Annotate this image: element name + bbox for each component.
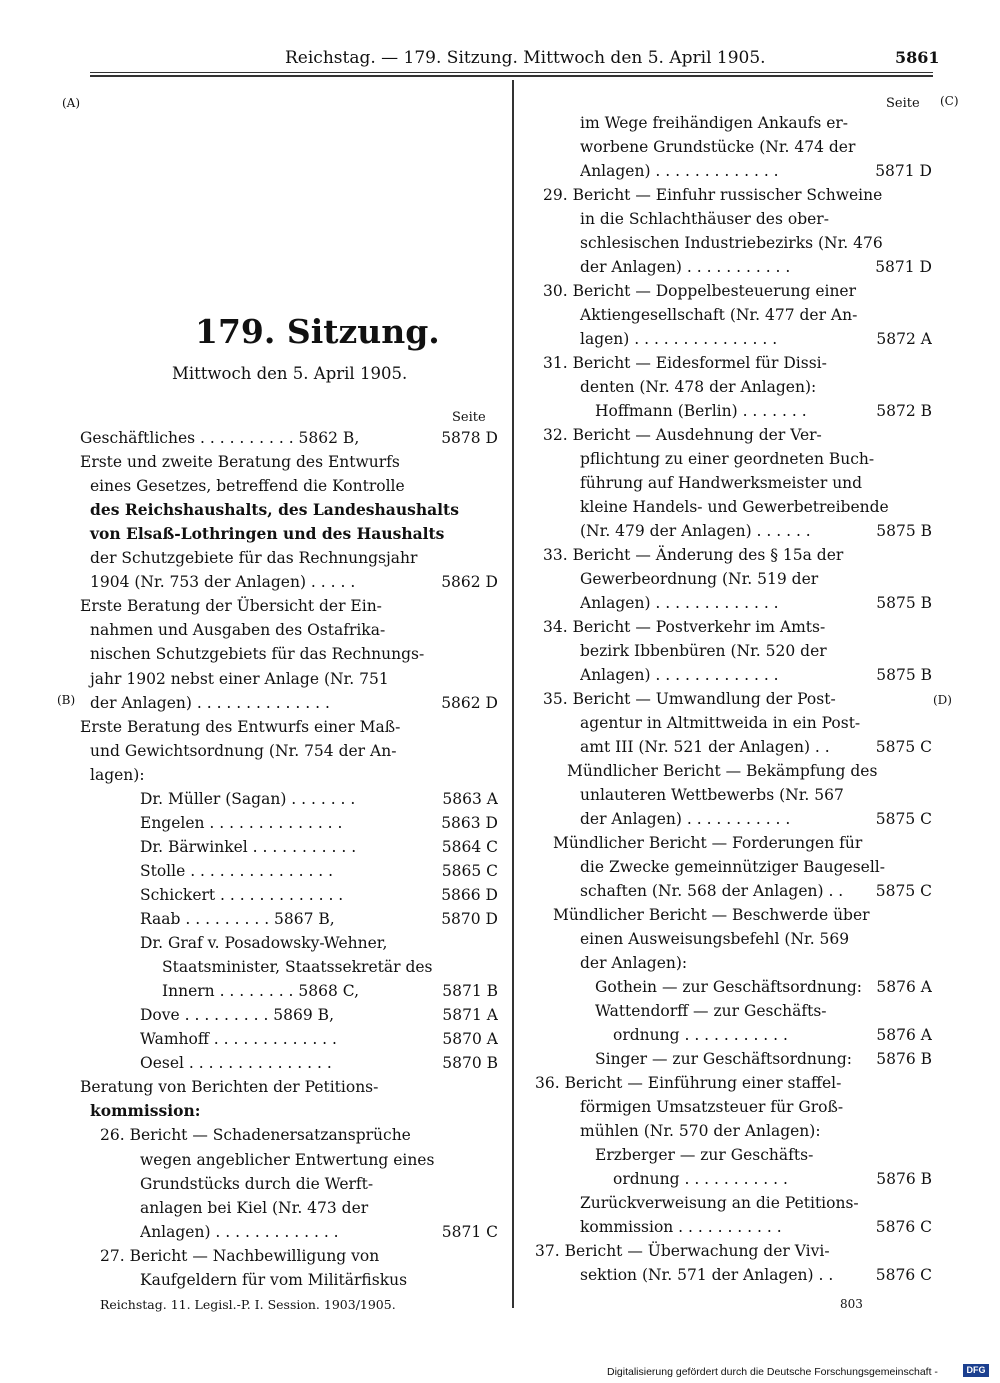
index-line-text: Grundstücks durch die Werft- xyxy=(140,1174,374,1193)
index-line-text: der Anlagen) . . . . . . . . . . . xyxy=(580,810,791,828)
index-line-text: des Reichshaushalts, des Landeshaushalts xyxy=(90,500,459,520)
index-line xyxy=(535,855,932,879)
index-line-text: Zurückverweisung an die Petitions- xyxy=(580,1194,859,1212)
page-reference: 5871 B xyxy=(442,982,498,1001)
index-line xyxy=(535,879,932,903)
index-line-text: Gewerbeordnung (Nr. 519 der xyxy=(580,570,819,588)
index-line-text: worbene Grundstücke (Nr. 474 der xyxy=(580,138,856,156)
index-line-text: ordnung . . . . . . . . . . . xyxy=(613,1170,788,1188)
index-line-text: Singer — zur Geschäftsordnung: xyxy=(595,1050,852,1068)
page-reference: 5864 C xyxy=(441,837,498,856)
index-line-text: 1904 (Nr. 753 der Anlagen) . . . . . xyxy=(90,573,356,592)
index-line-text: kommission . . . . . . . . . . . xyxy=(580,1218,782,1236)
index-line xyxy=(535,783,932,807)
session-title: 179. Sitzung. xyxy=(195,312,440,351)
index-line xyxy=(535,351,932,375)
index-line xyxy=(80,1148,498,1172)
index-line-text: Erste Beratung der Übersicht der Ein- xyxy=(80,597,382,616)
index-line xyxy=(535,1239,932,1263)
session-date: Mittwoch den 5. April 1905. xyxy=(172,364,408,383)
index-line xyxy=(80,979,498,1003)
margin-mark-b: (B) xyxy=(57,693,76,707)
index-line xyxy=(535,207,932,231)
index-line-text: Mündlicher Bericht — Forderungen für xyxy=(553,834,863,852)
index-line xyxy=(80,1196,498,1220)
index-line xyxy=(535,543,932,567)
page-reference: 5876 C xyxy=(875,1218,932,1236)
page-reference: 5876 C xyxy=(875,1266,932,1284)
index-line xyxy=(80,667,498,691)
index-line-text: lagen): xyxy=(90,765,145,784)
running-header xyxy=(0,48,1000,70)
margin-mark-a: (A) xyxy=(62,96,81,110)
page-reference: 5876 A xyxy=(876,978,932,996)
index-line-text: Beratung von Berichten der Petitions- xyxy=(80,1078,379,1097)
index-line-text: 35. Bericht — Umwandlung der Post- xyxy=(543,690,836,708)
index-line-text: Dr. Müller (Sagan) . . . . . . . xyxy=(140,789,356,808)
index-line xyxy=(535,567,932,591)
index-line-text: lagen) . . . . . . . . . . . . . . . xyxy=(580,330,778,348)
page-reference: 5866 D xyxy=(441,885,498,904)
index-line-text: Gothein — zur Geschäftsordnung: xyxy=(595,978,862,996)
index-line xyxy=(535,1047,932,1071)
index-line xyxy=(535,183,932,207)
index-line xyxy=(80,907,498,931)
index-line xyxy=(535,711,932,735)
index-line-text: anlagen bei Kiel (Nr. 473 der xyxy=(140,1198,369,1217)
page-reference: 5871 A xyxy=(442,1006,498,1025)
page-reference: 5862 D xyxy=(441,693,498,712)
index-line-text: (Nr. 479 der Anlagen) . . . . . . xyxy=(580,522,811,540)
index-line xyxy=(535,447,932,471)
index-line-text: bezirk Ibbenbüren (Nr. 520 der xyxy=(580,642,827,660)
index-line-text: im Wege freihändigen Ankaufs er- xyxy=(580,114,849,132)
column-divider xyxy=(512,80,514,1308)
index-line-text: schlesischen Industriebezirks (Nr. 476 xyxy=(580,234,883,252)
index-line xyxy=(535,159,932,183)
page-reference: 5876 B xyxy=(876,1170,932,1188)
index-line xyxy=(535,975,932,999)
page-reference: 5878 D xyxy=(441,429,498,447)
index-line xyxy=(80,739,498,763)
index-line xyxy=(535,807,932,831)
index-line xyxy=(535,663,932,687)
index-line-text: von Elsaß-Lothringen und des Haushalts xyxy=(90,524,445,544)
index-line xyxy=(535,1143,932,1167)
index-line-text: 29. Bericht — Einfuhr russischer Schweine xyxy=(543,186,883,204)
index-line xyxy=(80,594,498,618)
index-line xyxy=(80,811,498,835)
index-line-text: 33. Bericht — Änderung des § 15a der xyxy=(543,546,844,564)
index-line xyxy=(535,255,932,279)
index-line-text: 34. Bericht — Postverkehr im Amts- xyxy=(543,618,826,636)
index-line xyxy=(535,591,932,615)
index-line xyxy=(80,835,498,859)
index-line xyxy=(80,931,498,955)
index-line-text: der Anlagen) . . . . . . . . . . . xyxy=(580,258,791,276)
index-line xyxy=(80,1099,498,1123)
index-line-text: Erzberger — zur Geschäfts- xyxy=(595,1146,814,1164)
index-line-text: Anlagen) . . . . . . . . . . . . . xyxy=(580,666,779,684)
page-reference: 5872 A xyxy=(876,330,932,348)
index-line-text: der Anlagen) . . . . . . . . . . . . . . xyxy=(90,693,330,712)
page-reference: 5871 D xyxy=(875,162,932,180)
index-line-text: sektion (Nr. 571 der Anlagen) . . xyxy=(580,1266,834,1284)
index-line-text: 27. Bericht — Nachbewilligung von xyxy=(100,1246,380,1265)
index-line xyxy=(80,618,498,642)
index-line-text: Mündlicher Bericht — Bekämpfung des xyxy=(567,762,878,780)
index-line xyxy=(535,399,932,423)
page-number: 5861 xyxy=(895,48,940,67)
seite-label-left: Seite xyxy=(452,410,486,425)
index-line xyxy=(80,642,498,666)
page-reference: 5876 A xyxy=(876,1026,932,1044)
index-line xyxy=(80,883,498,907)
index-line-text: Dr. Bärwinkel . . . . . . . . . . . xyxy=(140,837,357,856)
page-reference: 5863 A xyxy=(442,789,498,808)
index-line-text: 36. Bericht — Einführung einer staffel- xyxy=(535,1074,842,1092)
page-reference: 5871 C xyxy=(441,1222,498,1241)
index-line xyxy=(80,1268,498,1292)
margin-mark-c: (C) xyxy=(940,94,959,108)
index-line-text: Aktiengesellschaft (Nr. 477 der An- xyxy=(580,306,858,324)
index-line-text: agentur in Altmittweida in ein Post- xyxy=(580,714,861,732)
index-line xyxy=(80,1027,498,1051)
index-line-text: Stolle . . . . . . . . . . . . . . . xyxy=(140,861,334,880)
index-line xyxy=(535,279,932,303)
index-line xyxy=(80,1172,498,1196)
index-line xyxy=(80,1220,498,1244)
index-line xyxy=(535,639,932,663)
index-line-text: Geschäftliches . . . . . . . . . . 5862 B, xyxy=(80,429,360,447)
index-line xyxy=(80,498,498,522)
index-line xyxy=(535,495,932,519)
header-rule-thick xyxy=(90,75,933,77)
index-line xyxy=(80,474,498,498)
footer-imprint: Reichstag. 11. Legisl.-P. I. Session. 1903/1905. xyxy=(100,1297,396,1312)
index-line xyxy=(535,303,932,327)
index-line xyxy=(80,859,498,883)
index-line-text: 31. Bericht — Eidesformel für Dissi- xyxy=(543,354,827,372)
index-line xyxy=(80,1244,498,1268)
index-line xyxy=(535,687,932,711)
index-line-text: 37. Bericht — Überwachung der Vivi- xyxy=(535,1242,830,1260)
index-line-text: Anlagen) . . . . . . . . . . . . . xyxy=(140,1222,339,1241)
index-line-text: Anlagen) . . . . . . . . . . . . . xyxy=(580,594,779,612)
index-line-text: amt III (Nr. 521 der Anlagen) . . xyxy=(580,738,830,756)
index-line xyxy=(535,999,932,1023)
index-line xyxy=(80,787,498,811)
index-line-text: pflichtung zu einer geordneten Buch- xyxy=(580,450,875,468)
page-reference: 5870 D xyxy=(441,910,498,928)
index-line-text: schaften (Nr. 568 der Anlagen) . . xyxy=(580,882,844,900)
seite-label-right: Seite xyxy=(886,96,920,111)
index-line xyxy=(535,1095,932,1119)
index-line xyxy=(80,522,498,546)
index-line xyxy=(535,327,932,351)
index-line-text: 32. Bericht — Ausdehnung der Ver- xyxy=(543,426,822,444)
index-line-text: wegen angeblicher Entwertung eines xyxy=(140,1150,435,1169)
index-line-text: kleine Handels- und Gewerbetreibende xyxy=(580,498,889,516)
index-line-text: der Anlagen): xyxy=(580,954,688,972)
index-line xyxy=(535,1263,932,1287)
header-title: Reichstag. — 179. Sitzung. Mittwoch den 5. April 1905. xyxy=(285,48,766,68)
index-line xyxy=(535,135,932,159)
index-line xyxy=(80,450,498,474)
index-line xyxy=(535,1167,932,1191)
header-rule xyxy=(90,72,933,73)
page-reference: 5862 D xyxy=(441,573,498,592)
index-line-text: mühlen (Nr. 570 der Anlagen): xyxy=(580,1122,821,1140)
index-line-text: und Gewichtsordnung (Nr. 754 der An- xyxy=(90,741,397,760)
page-reference: 5872 B xyxy=(876,402,932,420)
index-line-text: Erste und zweite Beratung des Entwurfs xyxy=(80,453,400,472)
index-line xyxy=(535,423,932,447)
index-line-text: jahr 1902 nebst einer Anlage (Nr. 751 xyxy=(90,669,389,688)
index-line-text: nahmen und Ausgaben des Ostafrika- xyxy=(90,621,386,640)
index-line-text: Wamhoff . . . . . . . . . . . . . xyxy=(140,1030,337,1049)
index-line xyxy=(535,375,932,399)
index-line-text: Mündlicher Bericht — Beschwerde über xyxy=(553,906,870,924)
page-reference: 5875 C xyxy=(875,738,932,756)
index-line-text: Anlagen) . . . . . . . . . . . . . xyxy=(580,162,779,180)
page-reference: 5875 B xyxy=(876,594,932,612)
page-reference: 5863 D xyxy=(441,813,498,832)
page-reference: 5876 B xyxy=(876,1050,932,1068)
index-line-text: Schickert . . . . . . . . . . . . . xyxy=(140,885,344,904)
index-line-text: Dove . . . . . . . . . 5869 B, xyxy=(140,1006,334,1025)
dfg-logo: DFG xyxy=(963,1364,989,1377)
index-line xyxy=(535,1191,932,1215)
index-line xyxy=(535,1071,932,1095)
index-line-text: Dr. Graf v. Posadowsky-Wehner, xyxy=(140,934,388,953)
index-line-text: unlauteren Wettbewerbs (Nr. 567 xyxy=(580,786,844,804)
index-line xyxy=(80,1003,498,1027)
index-line-text: 26. Bericht — Schadenersatzansprüche xyxy=(100,1126,411,1145)
index-line xyxy=(535,759,932,783)
index-line-text: 30. Bericht — Doppelbesteuerung einer xyxy=(543,282,857,300)
index-line xyxy=(535,615,932,639)
index-line xyxy=(80,1051,498,1075)
page-reference: 5875 B xyxy=(876,666,932,684)
index-line-text: Oesel . . . . . . . . . . . . . . . xyxy=(140,1054,332,1073)
index-line xyxy=(535,519,932,543)
page-reference: 5875 B xyxy=(876,522,932,540)
index-line xyxy=(80,426,498,450)
index-line-text: die Zwecke gemeinnütziger Baugesell- xyxy=(580,858,886,876)
page-reference: 5870 A xyxy=(442,1030,498,1049)
index-line-text: ordnung . . . . . . . . . . . xyxy=(613,1026,788,1044)
index-line xyxy=(535,1119,932,1143)
index-line-text: führung auf Handwerksmeister und xyxy=(580,474,863,492)
page-reference: 5875 C xyxy=(875,810,932,828)
index-line-text: eines Gesetzes, betreffend die Kontrolle xyxy=(90,477,405,496)
index-line-text: in die Schlachthäuser des ober- xyxy=(580,210,829,228)
index-line-text: einen Ausweisungsbefehl (Nr. 569 xyxy=(580,930,850,948)
index-line-text: Wattendorff — zur Geschäfts- xyxy=(595,1002,827,1020)
index-line xyxy=(80,691,498,715)
index-line xyxy=(80,955,498,979)
page-reference: 5865 C xyxy=(441,861,498,880)
margin-mark-d: (D) xyxy=(933,693,952,707)
sheet-number: 803 xyxy=(840,1297,863,1311)
index-line-text: kommission: xyxy=(90,1101,201,1121)
index-line-text: Staatsminister, Staatssekretär des xyxy=(162,958,433,977)
index-line xyxy=(80,763,498,787)
index-line xyxy=(535,903,932,927)
index-line-text: Kaufgeldern für vom Militärfiskus xyxy=(140,1270,408,1289)
index-line xyxy=(535,111,932,135)
index-line xyxy=(80,570,498,594)
index-line-text: Raab . . . . . . . . . 5867 B, xyxy=(140,910,335,928)
index-line xyxy=(535,1023,932,1047)
index-line-text: Innern . . . . . . . . 5868 C, xyxy=(162,982,360,1001)
index-line-text: förmigen Umsatzsteuer für Groß- xyxy=(580,1098,844,1116)
index-line xyxy=(535,1215,932,1239)
index-line xyxy=(535,471,932,495)
index-line-text: Engelen . . . . . . . . . . . . . . xyxy=(140,813,343,832)
index-line xyxy=(80,1075,498,1099)
index-line xyxy=(535,735,932,759)
page-reference: 5875 C xyxy=(875,882,932,900)
index-line xyxy=(80,1123,498,1147)
dfg-notice: Digitalisierung gefördert durch die Deutsche Forschungsgemeinschaft - xyxy=(607,1366,938,1378)
index-line-text: Erste Beratung des Entwurfs einer Maß- xyxy=(80,717,401,736)
page-reference: 5870 B xyxy=(442,1054,498,1073)
index-line xyxy=(80,715,498,739)
index-line xyxy=(535,831,932,855)
index-line xyxy=(535,951,932,975)
index-line xyxy=(535,927,932,951)
index-line-text: der Schutzgebiete für das Rechnungsjahr xyxy=(90,549,418,568)
index-line xyxy=(80,546,498,570)
index-line-text: nischen Schutzgebiets für das Rechnungs- xyxy=(90,645,425,664)
page-reference: 5871 D xyxy=(875,258,932,276)
index-line-text: denten (Nr. 478 der Anlagen): xyxy=(580,378,817,396)
index-line-text: Hoffmann (Berlin) . . . . . . . xyxy=(595,402,807,420)
index-line xyxy=(535,231,932,255)
